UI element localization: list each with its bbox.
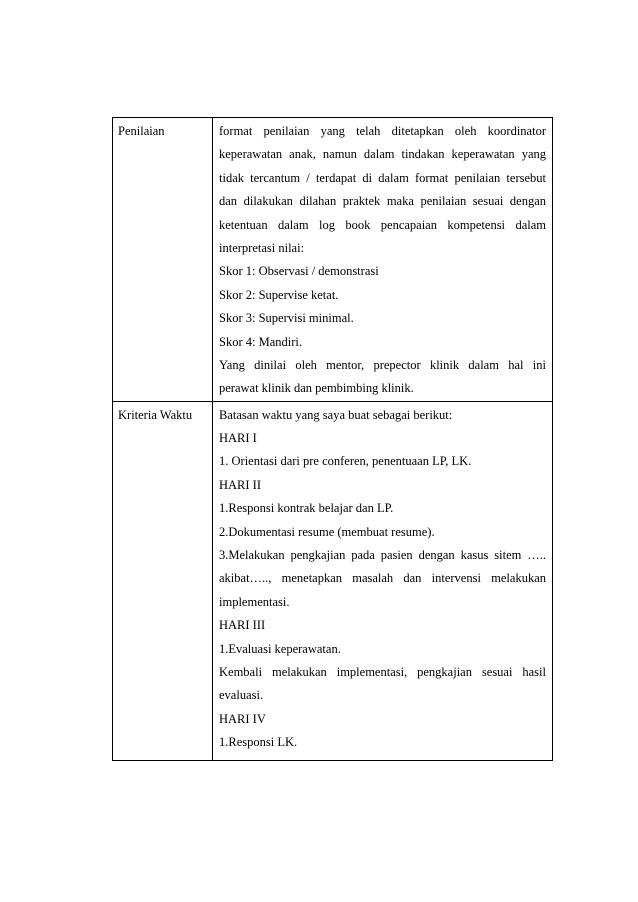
text-line: dan dilakukan dilahan praktek maka penilaian sesuai dengan [219, 194, 546, 209]
text-line: Yang dinilai oleh mentor, prepector klinik dalam hal ini [219, 357, 546, 372]
text-line: Batasan waktu yang saya buat sebagai berikut: [219, 407, 453, 422]
text-line: evaluasi. [219, 688, 264, 703]
day-heading: HARI I [219, 431, 257, 446]
score-line: Skor 3: Supervisi minimal. [219, 311, 354, 326]
text-line: 2.Dokumentasi resume (membuat resume). [219, 524, 435, 539]
text-line: 3.Melakukan pengkajian pada pasien dengan kasus sitem ….. [219, 548, 546, 563]
day-heading: HARI IV [219, 711, 266, 726]
text-line: 1. Orientasi dari pre conferen, penentuaan LP, LK. [219, 454, 472, 469]
text-line: 1.Evaluasi keperawatan. [219, 641, 341, 656]
row-content [213, 118, 553, 402]
text-line: tidak tercantum / terdapat di dalam format penilaian tersebut [219, 170, 546, 185]
day-heading: HARI II [219, 477, 262, 492]
document-table [112, 117, 553, 761]
text-line: Kembali melakukan implementasi, pengkajian sesuai hasil [219, 664, 546, 679]
score-line: Skor 4: Mandiri. [219, 334, 302, 349]
text-line: 1.Responsi kontrak belajar dan LP. [219, 501, 394, 516]
score-line: Skor 2: Supervise ketat. [219, 287, 339, 302]
table-row-kriteria-waktu [113, 401, 553, 760]
row-content [213, 401, 553, 760]
text-line: implementasi. [219, 594, 290, 609]
text-line: perawat klinik dan pembimbing klinik. [219, 381, 414, 396]
text-line: akibat….., menetapkan masalah dan intervensi melakukan [219, 571, 546, 586]
row-label: Kriteria Waktu [113, 401, 213, 760]
text-line: format penilaian yang telah ditetapkan oleh koordinator [219, 124, 546, 138]
score-line: Skor 1: Observasi / demonstrasi [219, 264, 379, 279]
table-row-penilaian [113, 118, 553, 402]
text-line: ketentuan dalam log book pencapaian kompetensi dalam [219, 217, 546, 232]
day-heading: HARI III [219, 618, 266, 633]
row-label: Penilaian [113, 118, 213, 402]
text-line: 1.Responsi LK. [219, 735, 298, 750]
text-line: interpretasi nilai: [219, 240, 305, 255]
text-line: keperawatan anak, namun dalam tindakan keperawatan yang [219, 147, 546, 162]
